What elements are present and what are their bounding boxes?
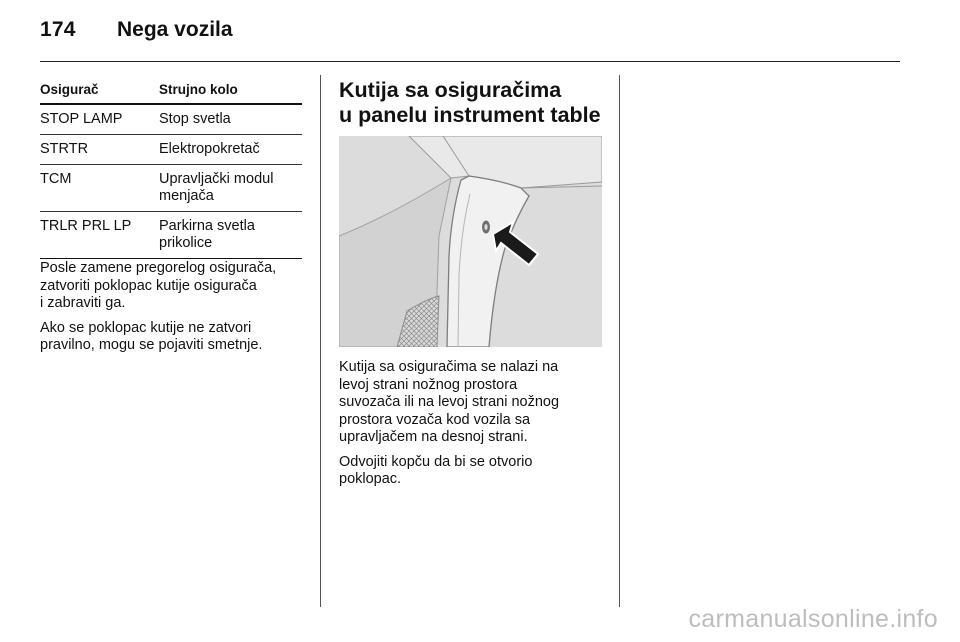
- section-heading: Kutija sa osiguračima u panelu instrument table: [339, 78, 601, 127]
- column-divider-right: [619, 75, 620, 607]
- table-row: [40, 165, 302, 212]
- column-divider-left: [320, 75, 321, 607]
- paragraph: Kutija sa osiguračima se nalazi na levoj strani nožnog prostora suvozača ili na levoj strani nožnog prostora vozača kod vozila sa upravljačem na desnoj strani.: [339, 359, 560, 445]
- fuse-cell: STOP LAMP: [40, 111, 123, 127]
- fuse-box-illustration: [339, 136, 602, 347]
- column-header-circuit: Strujno kolo: [159, 82, 238, 97]
- circuit-cell: Upravljački modul menjača: [159, 171, 274, 204]
- table-row: [40, 135, 302, 165]
- page-number: 174: [40, 18, 76, 41]
- watermark: carmanualsonline.info: [688, 605, 938, 633]
- fuse-box-drawing: [339, 136, 602, 347]
- fuse-cell: TRLR PRL LP: [40, 218, 132, 234]
- circuit-cell: Parkirna svetla prikolice: [159, 218, 255, 251]
- circuit-cell: Stop svetla: [159, 111, 231, 127]
- column-header-fuse: Osigurač: [40, 82, 99, 97]
- circuit-cell: Elektropokretač: [159, 141, 260, 157]
- paragraph: Odvojiti kopču da bi se otvorio poklopac.: [339, 453, 533, 487]
- header-rule: [40, 61, 900, 62]
- fuse-cell: STRTR: [40, 141, 89, 157]
- middle-text-block: [339, 359, 609, 496]
- paragraph: Posle zamene pregorelog osigurača, zatvoriti poklopac kutije osigurača i zabraviti ga.: [40, 260, 277, 311]
- fuse-table-header: [40, 82, 302, 105]
- table-row: [40, 212, 302, 259]
- fuse-cell: TCM: [40, 171, 72, 187]
- paragraph: Ako se poklopac kutije ne zatvori pravilno, mogu se pojaviti smetnje.: [40, 319, 263, 353]
- fuse-table: [40, 82, 302, 259]
- table-row: [40, 105, 302, 135]
- page-title: Nega vozila: [117, 18, 233, 41]
- left-text-block: [40, 260, 310, 362]
